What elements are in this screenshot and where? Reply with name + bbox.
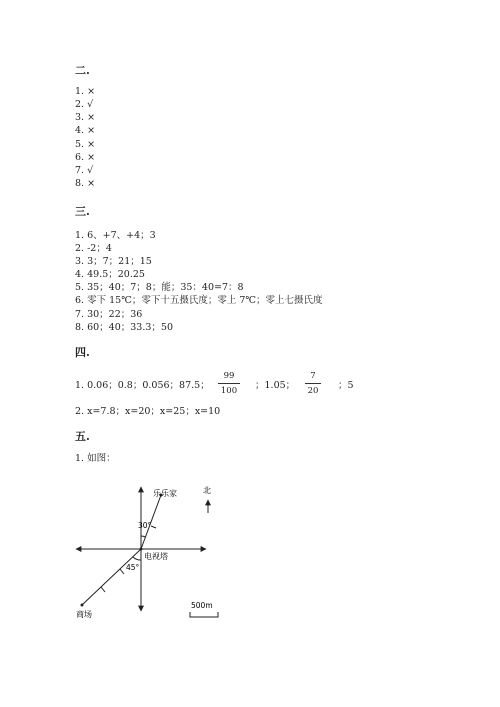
- tick-mark: [101, 587, 105, 592]
- list-item: 6. 零下 15℃；零下十五摄氏度；零上 7℃；零上七摄氏度: [75, 295, 323, 306]
- label-north: 北: [203, 486, 211, 495]
- list-item: 5. 35；40；7；8；能；35：40=7：8: [75, 282, 244, 293]
- fraction-denominator: 20: [307, 386, 319, 396]
- fraction-denominator: 100: [220, 386, 238, 396]
- list-item: 2. √: [75, 99, 94, 110]
- section-five-heading: 五.: [75, 430, 90, 443]
- list-item: 7. √: [75, 165, 94, 176]
- list-item: 3. ×: [75, 112, 96, 123]
- label-mall: 商场: [76, 610, 92, 619]
- answer-line-1-middle: ；1.05；: [255, 380, 296, 391]
- list-item: 8. 60；40；33.3；50: [75, 322, 174, 333]
- list-item: 2. -2；4: [75, 243, 112, 254]
- fraction-numerator: 99: [223, 371, 235, 381]
- list-item: 4. 49.5；20.25: [75, 269, 145, 280]
- label-tv-tower: 电视塔: [144, 552, 168, 561]
- label-home: 乐乐家: [153, 489, 177, 498]
- answer-line-1-suffix: ；5: [338, 380, 354, 391]
- tv-tower-point: [140, 548, 143, 551]
- label-angle-30: 30°: [138, 521, 152, 530]
- tick-mark: [151, 526, 156, 528]
- path-to-mall: [82, 549, 141, 605]
- list-item: 1. ×: [75, 86, 96, 97]
- fraction-numerator: 7: [310, 371, 316, 381]
- answer-line-1-prefix: 1. 0.06；0.8；0.056；87.5；: [75, 380, 210, 391]
- angle-arc-45: [133, 557, 141, 560]
- angle-arc-30: [141, 536, 146, 537]
- scale-bar: [190, 612, 218, 617]
- list-item: 7. 30；22；36: [75, 309, 143, 320]
- section-four-heading: 四.: [75, 346, 90, 359]
- label-angle-45: 45°: [126, 563, 140, 572]
- answer-line-2: 2. x=7.8；x=20；x=25；x=10: [75, 406, 221, 417]
- section-two-heading: 二.: [75, 64, 90, 77]
- list-item: 8. ×: [75, 178, 96, 189]
- section-three-heading: 三.: [75, 205, 90, 218]
- mall-point: [81, 604, 84, 607]
- list-item: 1. 6、+7、+4；3: [75, 230, 156, 241]
- answer-line-1: 1. 如图：: [75, 453, 116, 464]
- list-item: 6. ×: [75, 152, 96, 163]
- label-scale: 500m: [191, 601, 213, 610]
- list-item: 3. 3；7；21；15: [75, 256, 152, 267]
- list-item: 4. ×: [75, 125, 96, 136]
- list-item: 5. ×: [75, 139, 96, 150]
- tick-mark: [120, 569, 124, 574]
